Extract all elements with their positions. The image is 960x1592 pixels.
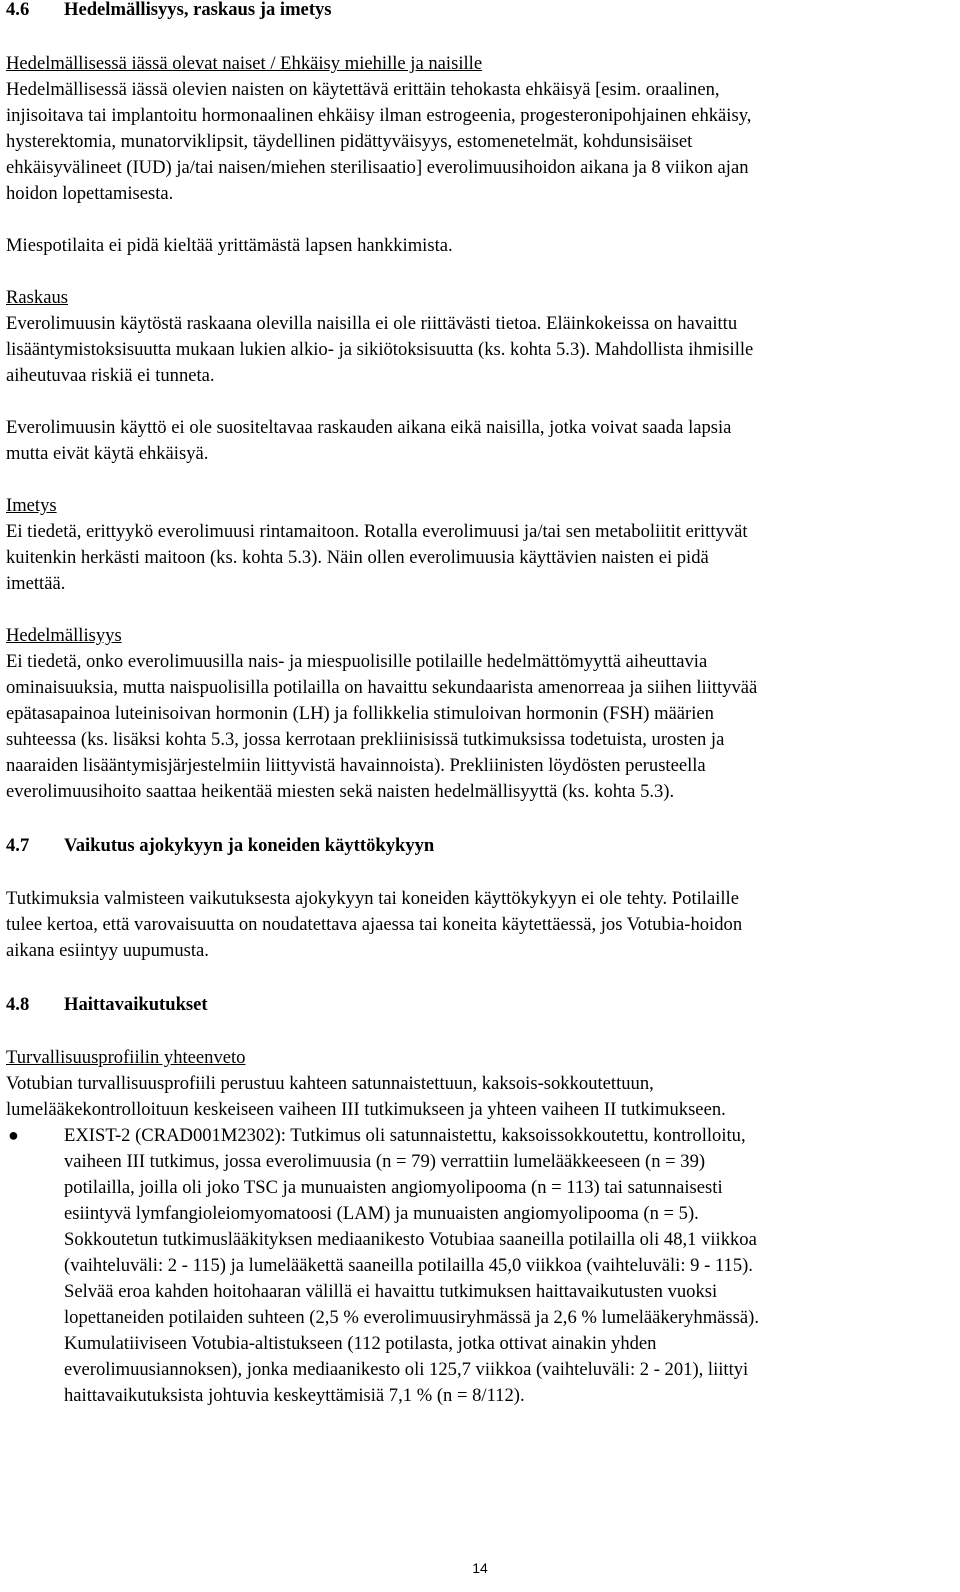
paragraph-line: Ei tiedetä, onko everolimuusilla nais- ja miespuolisille potilaille hedelmättömyyttä aiheuttavia: [6, 651, 708, 672]
paragraph-line: aiheutuvaa riskiä ei tunneta.: [6, 365, 215, 386]
paragraph-line: Votubian turvallisuusprofiili perustuu kahteen satunnaistettuun, kaksois-sokkoutettuun,: [6, 1073, 654, 1094]
page-number: 14: [472, 1560, 488, 1576]
section-title: Haittavaikutukset: [64, 994, 208, 1015]
list-item-line: Kumulatiiviseen Votubia-altistukseen (112 potilasta, jotka ottivat ainakin yhden: [64, 1333, 657, 1354]
section-title: Hedelmällisyys, raskaus ja imetys: [64, 0, 332, 20]
list-item-line: (vaihteluväli: 2 - 115) ja lumelääkettä saaneilla potilailla 45,0 viikkoa (vaihteluväli: 9 - 115).: [64, 1255, 753, 1276]
subheading-fertility: Hedelmällisyys: [6, 625, 122, 646]
bullet-icon: ●: [8, 1125, 19, 1145]
paragraph-line: lisääntymistoksisuutta mukaan lukien alkio- ja sikiötoksisuutta (ks. kohta 5.3). Mahdollista ihmisille: [6, 339, 754, 360]
section-4-7-heading: [6, 833, 434, 859]
section-4-6-heading: [6, 0, 332, 23]
paragraph-line: Everolimuusin käytöstä raskaana olevilla naisilla ei ole riittävästi tietoa. Eläinkokeissa on havaittu: [6, 313, 738, 334]
section-number: 4.8: [6, 994, 30, 1015]
list-item-line: potilailla, joilla oli joko TSC ja munuaisten angiomyolipooma (n = 113) tai satunnaisesti: [64, 1177, 723, 1198]
subheading-safety-profile: Turvallisuusprofiilin yhteenveto: [6, 1047, 246, 1068]
list-item-line: everolimuusiannoksen), jonka mediaanikesto oli 125,7 viikkoa (vaihteluväli: 2 - 201), liittyi: [64, 1359, 749, 1380]
subheading-contraception: Hedelmällisessä iässä olevat naiset / Ehkäisy miehille ja naisille: [6, 53, 483, 74]
paragraph-line: aikana esiintyy uupumusta.: [6, 940, 209, 961]
list-item-line: vaiheen III tutkimus, jossa everolimuusia (n = 79) verrattiin lumelääkkeeseen (n = 39): [64, 1151, 706, 1172]
paragraph-line: Hedelmällisessä iässä olevien naisten on käytettävä erittäin tehokasta ehkäisyä [esim. oraalinen,: [6, 79, 720, 100]
paragraph-line: epätasapainoa luteinisoivan hormonin (LH) ja follikkelia stimuloivan hormonin (FSH) määrien: [6, 703, 714, 724]
section-title: Vaikutus ajokykyyn ja koneiden käyttökykyyn: [64, 835, 435, 856]
paragraph-line: hoidon lopettamisesta.: [6, 183, 174, 204]
list-item-line: esiintyvä lymfangioleiomyomatoosi (LAM) ja munuaisten angiomyolipooma (n = 5).: [64, 1203, 699, 1224]
paragraph-line: Ei tiedetä, erittyykö everolimuusi rintamaitoon. Rotalla everolimuusi ja/tai sen metaboliitit erittyvät: [6, 521, 748, 542]
paragraph-line: naaraiden lisääntymisjärjestelmiin liittyvistä havainnoista). Prekliinisten löydösten perusteella: [6, 755, 706, 776]
list-item-line: lopettaneiden potilaiden suhteen (2,5 % everolimuusiryhmässä ja 2,6 % lumelääkeryhmässä).: [64, 1307, 759, 1328]
paragraph-line: injisoitava tai implantoitu hormonaalinen ehkäisy ilman estrogeenia, progesteronipohjainen ehkäisy,: [6, 105, 752, 126]
paragraph-line: Everolimuusin käyttö ei ole suositeltavaa raskauden aikana eikä naisilla, jotka voivat saada lapsia: [6, 417, 732, 438]
section-number: 4.6: [6, 0, 30, 20]
paragraph-line: Miespotilaita ei pidä kieltää yrittämästä lapsen hankkimista.: [6, 235, 453, 256]
subheading-breastfeeding: Imetys: [6, 495, 57, 516]
list-item-line: EXIST-2 (CRAD001M2302): Tutkimus oli satunnaistettu, kaksoissokkoutettu, kontrolloitu,: [64, 1125, 746, 1146]
paragraph-line: Tutkimuksia valmisteen vaikutuksesta ajokykyyn tai koneiden käyttökykyyn ei ole tehty. Potilaille: [6, 888, 739, 909]
paragraph-line: kuitenkin herkästi maitoon (ks. kohta 5.3). Näin ollen everolimuusia käyttävien naisten ei pidä: [6, 547, 709, 568]
subheading-pregnancy: Raskaus: [6, 287, 68, 308]
paragraph-line: suhteessa (ks. lisäksi kohta 5.3, jossa kerrotaan prekliinisissä tutkimuksissa todetuista, urosten ja: [6, 729, 725, 750]
list-item-line: Sokkoutetun tutkimuslääkityksen mediaanikesto Votubiaa saaneilla potilailla oli 48,1 viikkoa: [64, 1229, 757, 1250]
list-item-line: haittavaikutuksista johtuvia keskeyttämisiä 7,1 % (n = 8/112).: [64, 1385, 525, 1406]
paragraph-line: ominaisuuksia, mutta naispuolisilla potilailla on havaittu sekundaarista amenorreaa ja siihen liittyvää: [6, 677, 758, 698]
paragraph-line: hysterektomia, munatorviklipsit, täydellinen pidättyväisyys, estomenetelmät, kohdunsisäiset: [6, 131, 693, 152]
paragraph-line: ehkäisyvälineet (IUD) ja/tai naisen/miehen sterilisaatio] everolimuusihoidon aikana ja 8 viikon ajan: [6, 157, 749, 178]
paragraph-line: tulee kertoa, että varovaisuutta on noudatettava ajaessa tai koneita käytettäessä, jos Votubia-hoidon: [6, 914, 743, 935]
paragraph-line: imettää.: [6, 573, 66, 594]
paragraph-line: everolimuusihoito saattaa heikentää miesten sekä naisten hedelmällisyyttä (ks. kohta 5.3).: [6, 781, 675, 802]
section-4-8-heading: [6, 992, 208, 1018]
paragraph-line: lumelääkekontrolloituun keskeiseen vaiheen III tutkimukseen ja yhteen vaiheen II tutkimukseen.: [6, 1099, 726, 1120]
list-item-line: Selvää eroa kahden hoitohaaran välillä ei havaittu tutkimuksen haittavaikutusten vuoksi: [64, 1281, 718, 1302]
paragraph-line: mutta eivät käytä ehkäisyä.: [6, 443, 209, 464]
section-number: 4.7: [6, 835, 30, 856]
